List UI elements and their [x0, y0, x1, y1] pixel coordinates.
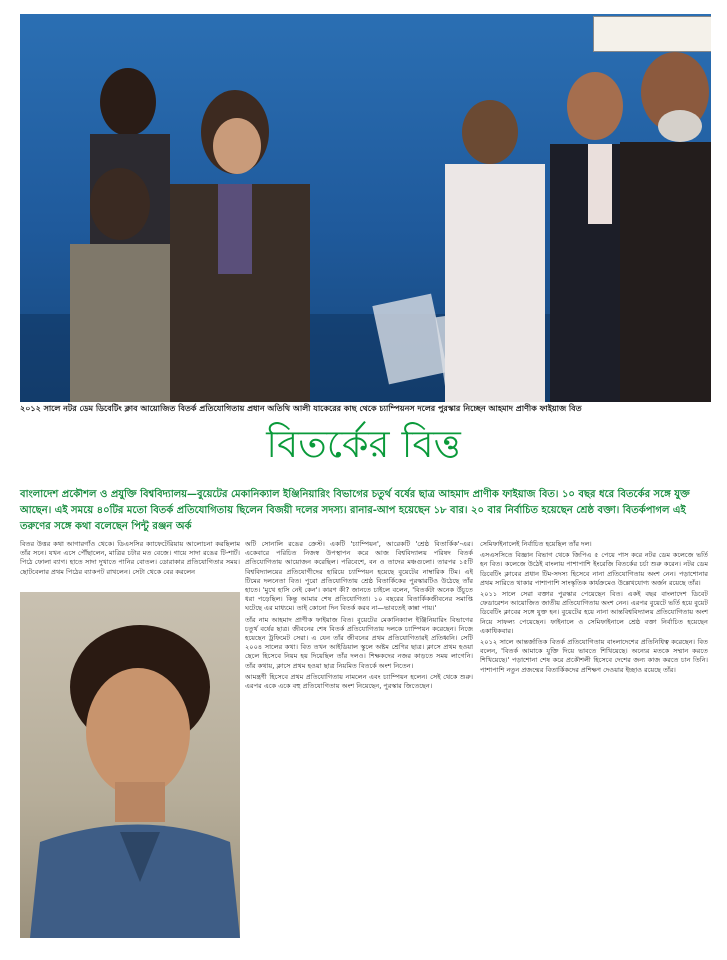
paragraph: তাঁর নাম আহমাদ প্রাণীক ফাইয়াজ বিত। বুয়েটের মেকানিক্যাল ইঞ্জিনিয়ারিং বিভাগের চতুর্থ বর্ষের ছাত্র। জীবনের শেষ বিতর্ক প্রতিযোগিতায় দলকে চ্যাম্পিয়ন করেছেন। নিজে হয়েছেন ট্রফিমেট সেরা। এ যেন তাঁর জীবনের প্রথম প্রতিযোগিতারই প্রতিধ্বনি। সেটি ২০০৪ সালের কথা। বিত তখন আইডিয়াল স্কুলে অষ্টম শ্রেণির ছাত্র। ক্লাসে প্রথম হওয়া ছেলে হিসেবে নিয়ম হয় দিয়েছিল তাঁর দলও। শিক্ষকদের নজর কাড়তে সময় লাগেনি। তাঁর কথায়, ক্লাসে প্রথম হওয়া ছাত্র নিয়মিত বিতর্কে অংশ নিতেন। — [245, 615, 473, 670]
body-column-1 — [20, 540, 240, 590]
paragraph: আমন্ত্রণী হিসেবে প্রথম প্রতিযোগিতায় নামলেন এবং চ্যাম্পিয়ন হলেন। সেই থেকে শুরু। এরপর একে একে বহু প্রতিযোগিতায় অংশ নিয়েছেন, পুরস্কার জিতেছেন। — [245, 672, 473, 691]
body-column-2 — [245, 540, 473, 940]
award-photo — [20, 14, 711, 402]
article-intro: বাংলাদেশ প্রকৌশল ও প্রযুক্তি বিশ্ববিদ্যালয়—বুয়েটের মেকানিক্যাল ইঞ্জিনিয়ারিং বিভাগের চতুর্থ বর্ষের ছাত্র আহমাদ প্রাণীক ফাইয়াজ বিত। ১০ বছর ধরে বিতর্কের সঙ্গে যুক্ত আছেন। এই সময়ে ৪০টির মতো বিতর্ক প্রতিযোগিতায় ছিলেন বিজয়ী দলের সদস্য। রানার-আপ হয়েছেন ১৮ বার। ২০ বার নির্বাচিত হয়েছেন শ্রেষ্ঠ বক্তা। বিতর্কপাগল এই তরুণের সঙ্গে কথা বলেছেন পিন্টু রঞ্জন অর্ক — [20, 489, 690, 532]
paragraph: বিতর উত্তর কথা আগারগাঁও থেকে। ডিএসসির ক্যাফেটেরিয়ায় আলোচনা করছিলাম তাঁর সনে। যখন এসে পৌঁছালেন, মাত্রির চটার মত বেজে। গায়ে সাদা রঙের টি-শার্ট। পিঠে ফোলা ব্যাগ। হাতে সাদা দুখাতে পানির বোতল। ডোরাকার প্রতিযোগিতার সময়। ছোটবেলার প্রথম পিঠের ব্যাকপট রাখলেন। সেটা থেকে বের করলেন — [20, 540, 240, 576]
paragraph: এসএসসিতে বিজ্ঞান বিভাগ থেকে জিপিএ ৫ পেয়ে পাস করে নটর ডেম কলেজে ভর্তি হন বিত। কলেজে উঠেই বাংলায় পাশাপাশি ইংরেজি বিতর্কের চর্চা শুরু করেন। নটর ডেম ডিবেটিং ক্লাবের প্রধান টিম-সদস্য হিসেবে নানা প্রতিযোগিতায় অংশ নেন। পড়াশোনার প্রথম সারিতে থাকার পাশাপাশি সাংস্কৃতিক কার্যক্রমেও উল্লেখযোগ্য অর্জন রয়েছে তাঁর। — [480, 551, 708, 587]
body-column-3 — [480, 540, 708, 940]
paragraph: ২০১২ সালে আন্তর্জাতিক বিতর্ক প্রতিযোগিতায় বাংলাদেশের প্রতিনিধিত্ব করেছেন। বিত বলেন, 'বিতর্ক আমাকে যুক্তি দিয়ে ভাবতে শিখিয়েছে। অন্যের মতকে সম্মান করতে শিখিয়েছে।' পড়াশোনা শেষ করে প্রকৌশলী হিসেবে দেশের জন্য কাজ করতে চান তিনি। পাশাপাশি নতুন প্রজন্মের বিতার্কিকদের প্রশিক্ষণ দেওয়ার ইচ্ছাও রয়েছে তাঁর। — [480, 638, 708, 674]
paragraph: সেমিফাইনালেই নির্বাচিত হয়েছিল তাঁর দল। — [480, 540, 592, 548]
portrait-photo — [20, 592, 240, 938]
award-photo-scene — [20, 14, 711, 402]
article-title: বিতর্কের বিত্ত — [266, 422, 461, 466]
photo-caption: ২০১২ সালে নটর ডেম ডিবেটিং ক্লাব আয়োজিত বিতর্ক প্রতিযোগিতায় প্রধান অতিথি আলী যাকেরের কাছ থেকে চ্যাম্পিয়নস দলের পুরস্কার নিচ্ছেন আহমাদ প্রাণীক ফাইয়াজ বিত — [20, 404, 582, 413]
paragraph: অটি সোনালি রঙের ক্রেস্ট। একটি 'চ্যাম্পিয়ন', আরেকটি 'শ্রেষ্ঠ বিতার্কিক'-এর। একেবারে পরিচিত নিজস্ব উপস্থাপন করে আজ বিশ্ববিদ্যালয় পরিষদ বিতর্ক প্রতিযোগিতায় আয়োজন করেছিল। পরিবেশে, বন ও তাদের মঞ্চগুলো। তারপর ১৫টি বিশ্ববিদ্যালয়ের প্রতিযোগীদের হারিয়ে চ্যাম্পিয়ন হয়েছে বুয়েটের নাম্বারিক টিম। এই টিমের দলনেতা বিত। পুরো প্রতিযোগিতায় শ্রেষ্ঠ বিতার্কিকের পুরস্কারটিও উঠেছে তাঁর হাতে। 'মুখে হাসি নেই কেন'। কারণ কী? জানতে চাইলে বলেন, 'বিতর্কটা অনেক উঁচুতে ধরা পড়েছিল। কিন্তু আমার শেষ প্রতিযোগিতা। ১০ বছরের বিতার্কিকজীবনের সমাপ্তি ঘটেছে এর মাধ্যমে। তাই কোনো দিন বিতর্ক করব না—ভাবতেই কান্না পায়।' — [245, 540, 473, 613]
paragraph: ২০১১ সালে সেরা বক্তার পুরস্কার পেয়েছেন বিত। একই বছর বাংলাদেশ ডিবেট ফেডারেশন আয়োজিত জাতীয় প্রতিযোগিতায় অংশ নেন। এরপর বুয়েটে ভর্তি হয়ে বুয়েট ডিবেটিং ক্লাবের সঙ্গে যুক্ত হন। বুয়েটের হয়ে নানা আন্তবিশ্ববিদ্যালয় প্রতিযোগিতায় অংশ নিয়ে সাফল্য পেয়েছেন। ফাইনালে ও সেমিফাইনালে শ্রেষ্ঠ বক্তা নির্বাচিত হয়েছেন একাধিকবার। — [480, 590, 708, 635]
portrait-figure — [20, 592, 240, 938]
